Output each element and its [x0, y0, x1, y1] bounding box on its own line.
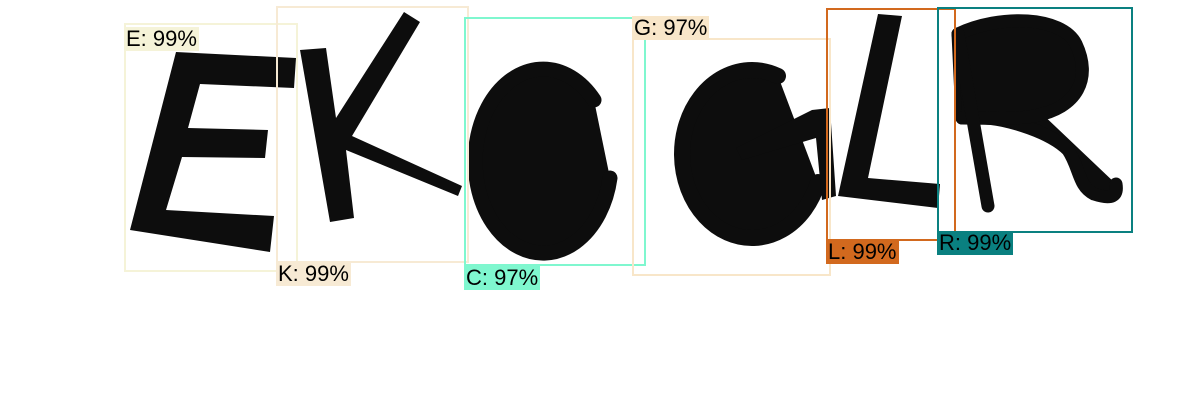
detection-label-G: G: 97%	[634, 15, 708, 40]
detection-label-K: K: 99%	[278, 261, 349, 286]
detection-label-E: E: 99%	[126, 26, 197, 51]
detection-box-C	[464, 17, 646, 266]
detection-label-R: R: 99%	[939, 230, 1012, 255]
detection-box-R	[937, 7, 1133, 233]
detection-label-C: C: 97%	[466, 265, 539, 290]
detection-box-K	[276, 6, 469, 263]
detection-box-G	[632, 38, 831, 276]
detection-label-L: L: 99%	[828, 239, 897, 264]
detection-box-E	[124, 23, 298, 272]
